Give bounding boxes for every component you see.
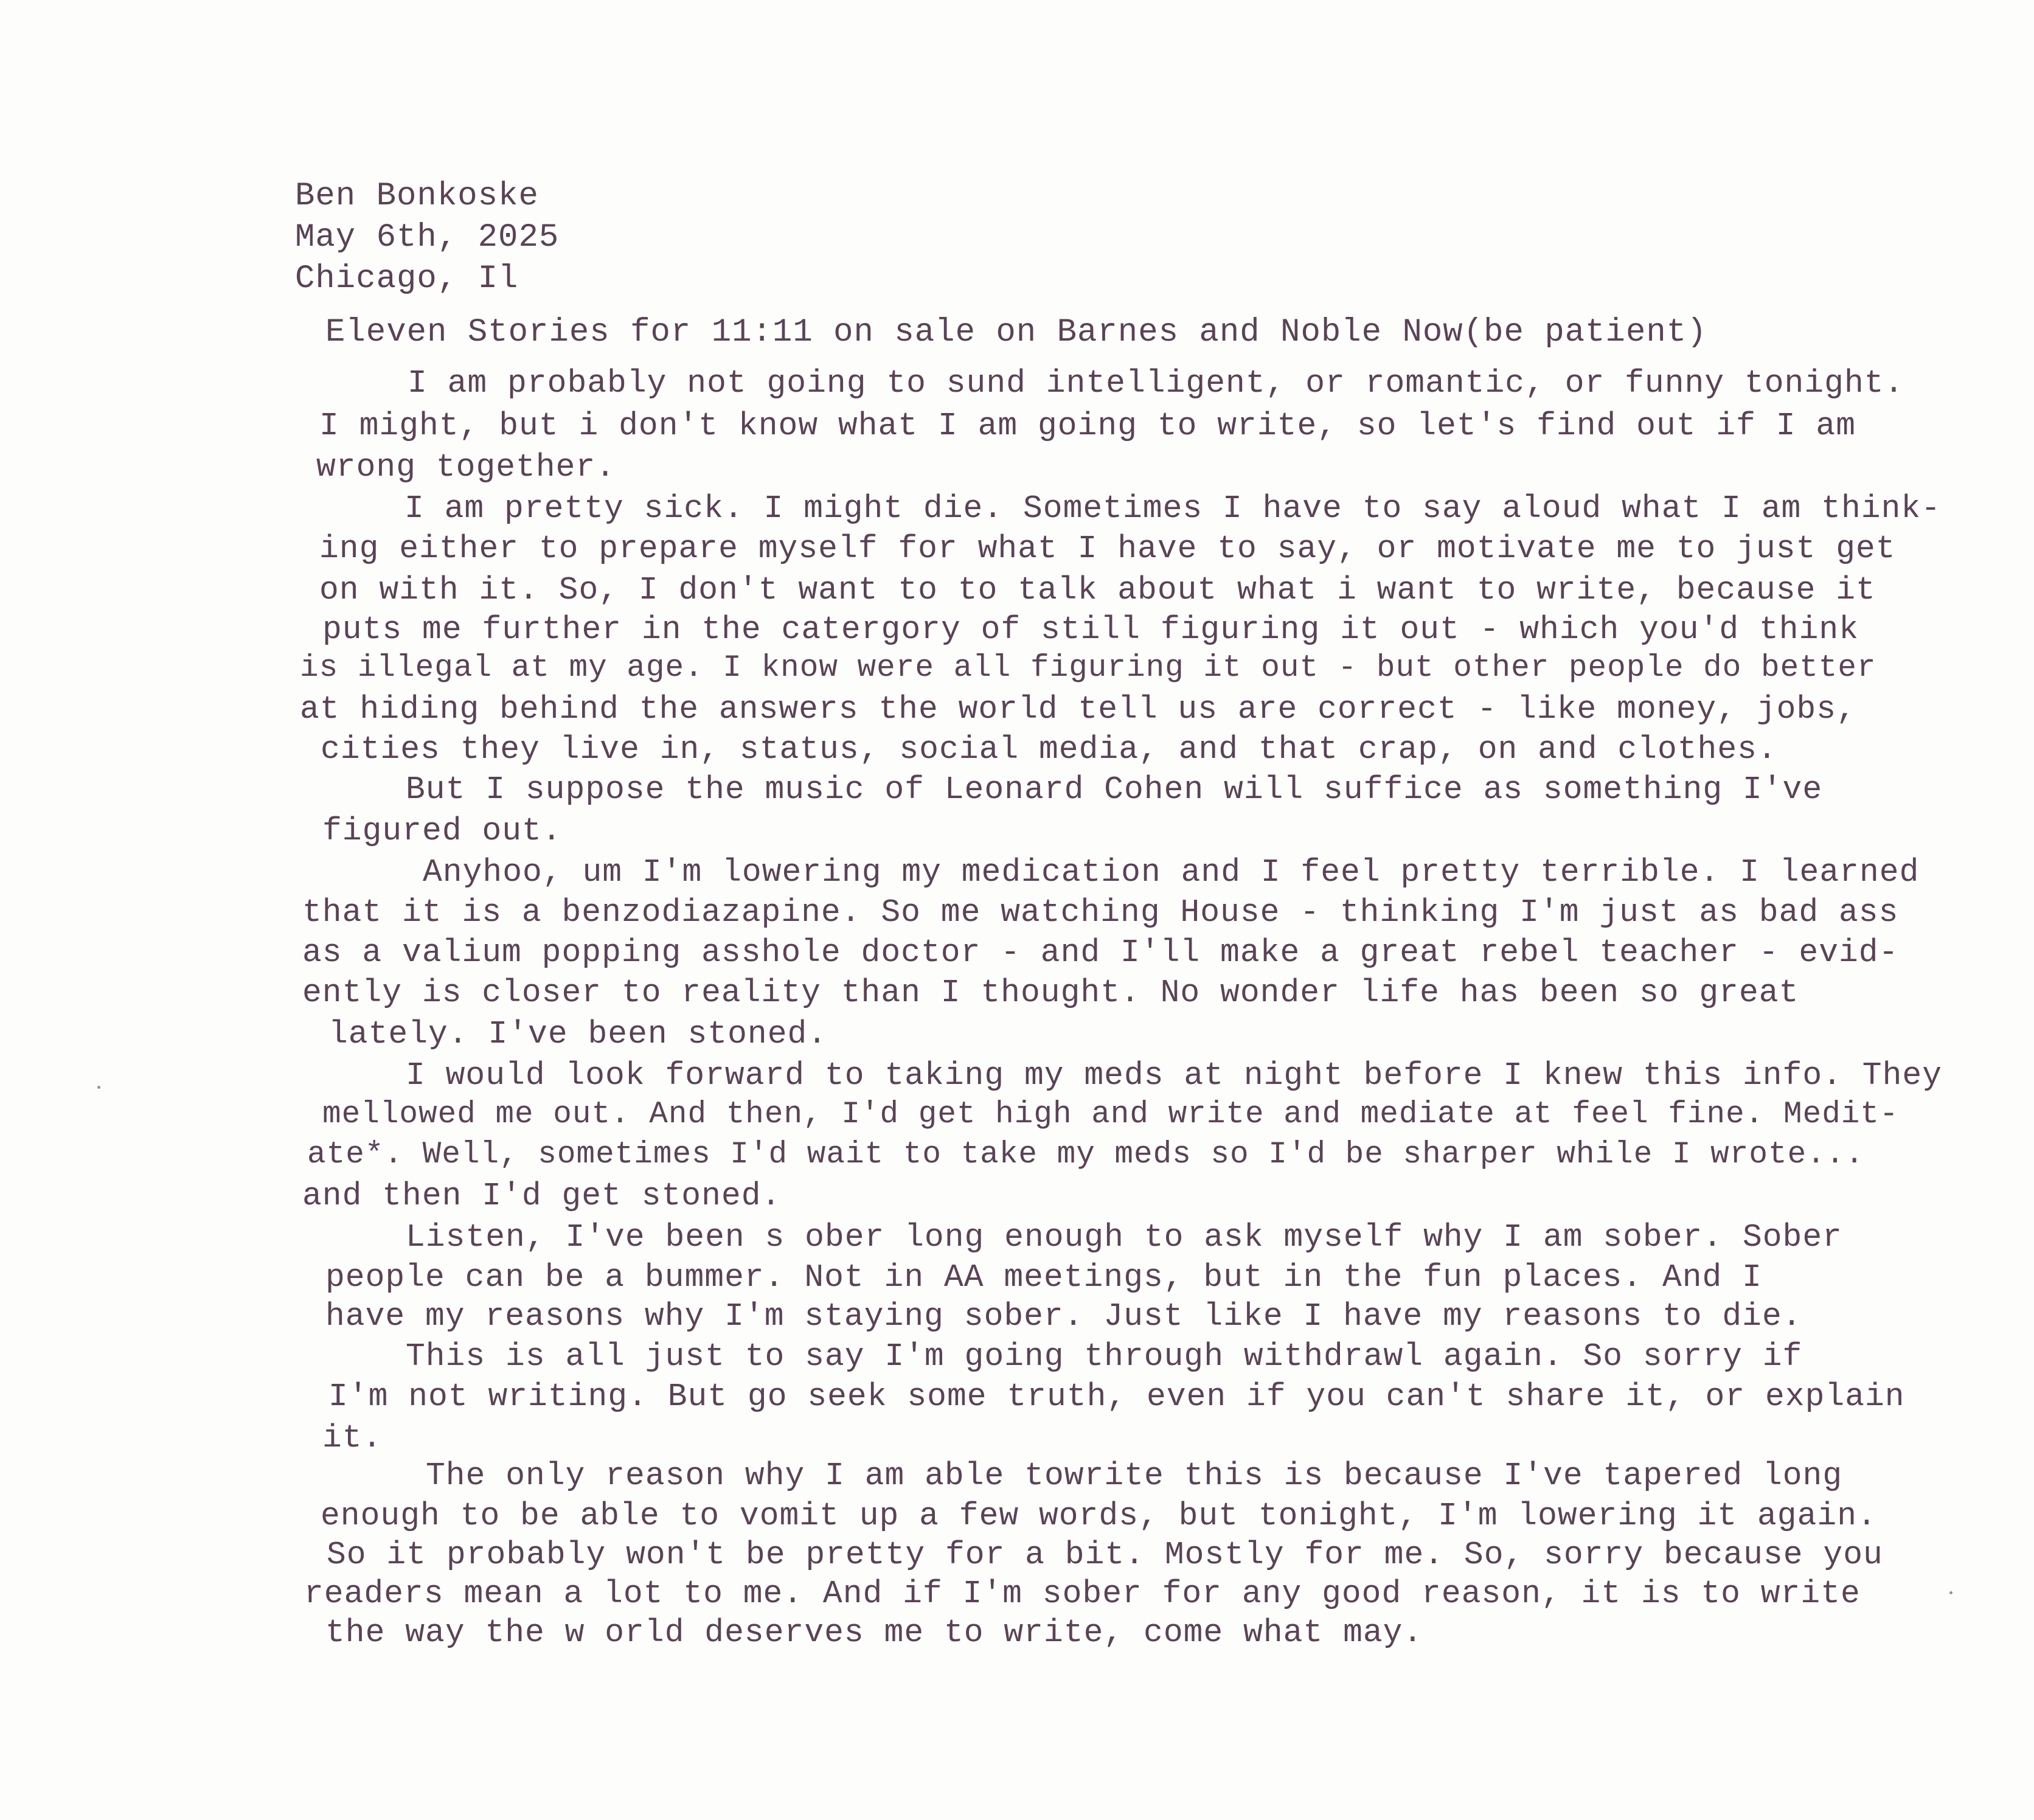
body-line: mellowed me out. And then, I'd get high and write and mediate at feel fine. Medit- [322,1097,1899,1132]
body-line: I would look forward to taking my meds at night before I knew this info. They [406,1057,1942,1094]
body-line: that it is a benzodiazapine. So me watching House - thinking I'm just as bad ass [302,894,1899,931]
body-line: lately. I've been stoned. [328,1016,828,1052]
body-line: The only reason why I am able towrite this is because I've tapered long [426,1457,1843,1494]
body-line: have my reasons why I'm staying sober. Just like I have my reasons to die. [325,1298,1802,1335]
body-line: So it probably won't be pretty for a bit. Mostly for me. So, sorry because you [327,1537,1883,1573]
body-line: the way the w orld deserves me to write, come what may. [325,1614,1423,1651]
body-line: enough to be able to vomit up a few words, but tonight, I'm lowering it again. [321,1498,1877,1534]
body-line: is illegal at my age. I know were all figuring it out - but other people do better [300,651,1876,686]
body-line: I'm not writing. But go seek some truth, even if you can't share it, or explain [328,1378,1905,1415]
body-line: This is all just to say I'm going through withdrawl again. So sorry if [406,1338,1803,1375]
body-line: as a valium popping asshole doctor - and I'll make a great rebel teacher - evid- [302,934,1899,971]
body-line: wrong together. [316,449,616,485]
letter-date: May 6th, 2025 [295,219,560,256]
body-line: readers mean a lot to me. And if I'm sober for any good reason, it is to write [304,1575,1861,1612]
body-line: and then I'd get stoned. [302,1178,782,1214]
body-line: puts me further in the catergory of still figuring it out - which you'd think [322,611,1859,648]
body-line: Listen, I've been s ober long enough to ask myself why I am sober. Sober [406,1219,1842,1256]
author-name: Ben Bonkoske [295,178,539,215]
body-line: it. [322,1420,383,1456]
body-line: Anyhoo, um I'm lowering my medication and I feel pretty terrible. I learned [423,854,1920,891]
body-line: I am probably not going to sund intelligent, or romantic, or funny tonight. [408,365,1904,401]
paper-speck [1949,1591,1952,1594]
body-line: cities they live in, status, social media, and that crap, on and clothes. [321,731,1777,768]
body-line: I am pretty sick. I might die. Sometimes I have to say aloud what I am think- [404,490,1941,527]
body-line: But I suppose the music of Leonard Cohen will suffice as something I've [406,771,1823,808]
body-line: people can be a bummer. Not in AA meetings, but in the fun places. And I [325,1259,1762,1296]
body-line: ing either to prepare myself for what I have to say, or motivate me to just get [319,530,1896,567]
paper-speck [97,1086,100,1089]
body-line: I might, but i don't know what I am going to write, so let's find out if I am [319,408,1856,444]
letter-location: Chicago, Il [295,260,519,297]
announcement-title: Eleven Stories for 11:11 on sale on Barnes and Noble Now(be patient) [325,314,1707,351]
body-line: on with it. So, I don't want to to talk about what i want to write, because it [319,572,1876,608]
body-line: ently is closer to reality than I thought. No wonder life has been so great [302,974,1799,1011]
body-line: figured out. [322,813,562,849]
body-line: at hiding behind the answers the world tell us are correct - like money, jobs, [300,691,1856,728]
body-line: ate*. Well, sometimes I'd wait to take my meds so I'd be sharper while I wrote... [307,1138,1865,1172]
